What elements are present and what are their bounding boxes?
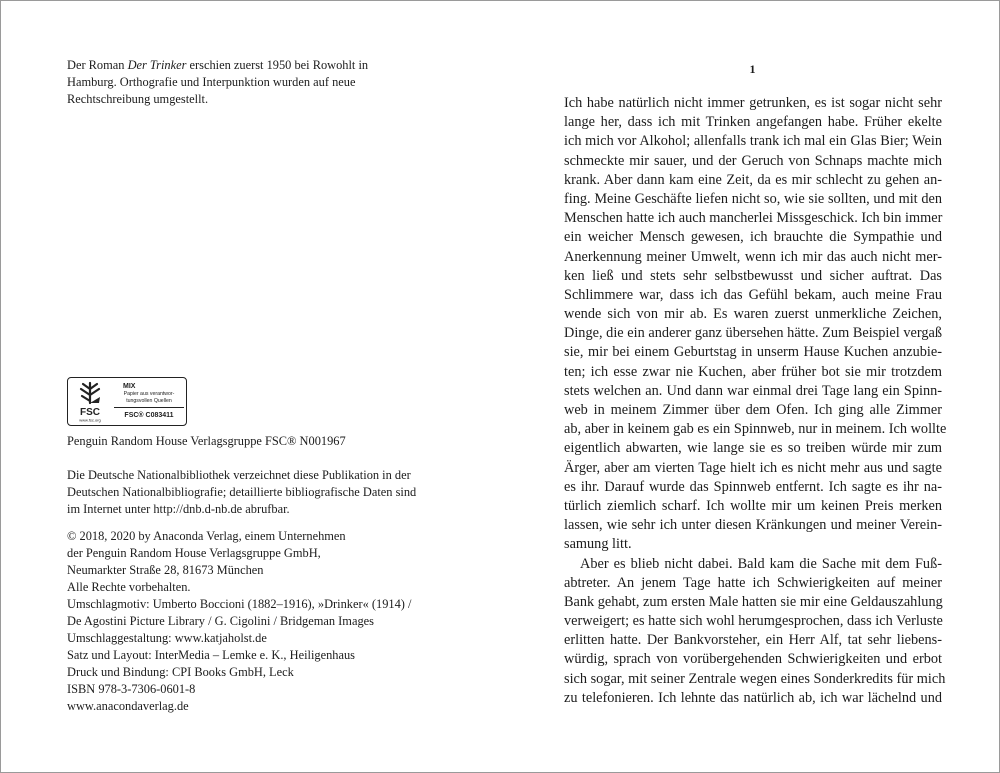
- text-line: Bank gehabt, zum ersten Male hatten sie mir eine Geldauszahlung: [564, 593, 943, 610]
- text-line: lange her, dass ich mit Trinken angefangen habe. Früher ekelte: [564, 114, 942, 131]
- text-line: Schlimmere war, dass ich das Gefühl bekam, auch meine Frau: [564, 286, 942, 303]
- text-line: Menschen hatte ich auch mancherlei Missgeschick. Ich bin immer: [564, 210, 943, 227]
- fsc-code: FSC® C083411: [124, 412, 174, 419]
- copyright-line: der Penguin Random House Verlagsgruppe GmbH,: [67, 546, 321, 560]
- dnb-notice: [67, 467, 467, 518]
- text-line: Ich habe natürlich nicht immer getrunken, es ist sogar nicht sehr: [564, 95, 942, 111]
- copyright-line: Alle Rechte vorbehalten.: [67, 580, 191, 594]
- text-line: es ihr. Darauf wurde das Spinnweb entfernt. Ich sagte es ihr na-: [564, 478, 942, 495]
- fsc-label: [67, 377, 187, 426]
- fsc-description: Papier aus verantwor- tungsvollen Quellen: [123, 391, 175, 404]
- imprint-line: Hamburg. Orthografie und Interpunktion wurden auf neue: [67, 75, 356, 89]
- text-line: Aber es blieb nicht dabei. Bald kam die Sache mit dem Fuß-: [580, 555, 942, 572]
- left-page-imprint: [67, 57, 447, 108]
- chapter-number: 1: [749, 62, 757, 76]
- copyright-line: © 2018, 2020 by Anaconda Verlag, einem Unternehmen: [67, 529, 346, 543]
- dnb-line: im Internet unter http://dnb.d-nb.de abrufbar.: [67, 502, 290, 516]
- imprint-line: Rechtschreibung umgestellt.: [67, 92, 209, 106]
- penguin-fsc-line: Penguin Random House Verlagsgruppe FSC® N001967: [67, 434, 346, 448]
- copyright-block: [67, 528, 467, 715]
- imprint-line: Der Roman Der Trinker erschien zuerst 1950 bei Rowohlt in: [67, 58, 369, 72]
- copyright-line: www.anacondaverlag.de: [67, 699, 189, 713]
- copyright-line: Umschlagmotiv: Umberto Boccioni (1882–1916), »Drinker« (1914) /: [67, 597, 412, 611]
- copyright-line: Satz und Layout: InterMedia – Lemke e. K., Heiligenhaus: [67, 648, 355, 662]
- text-line: eigentlich abwarten, wie lange sie es so treiben würde mir zum: [564, 440, 942, 457]
- text-line: Dinge, die ein anderer ganz übersehen hätte. Zum Beispiel vergaß: [564, 325, 942, 342]
- text-line: schmeckte mir sauer, und der Geruch von Schnaps machte mich: [564, 152, 942, 169]
- copyright-line: Umschlaggestaltung: www.katjaholst.de: [67, 631, 267, 645]
- text-line: würdig, sprach von vorübergehenden Schwierigkeiten und erbot: [564, 651, 942, 668]
- text-line: web in meinem Zimmer über dem Ofen. Ich ging alle Zimmer: [564, 402, 942, 418]
- text-line: abtreter. An jenem Tage hatte ich Schwierigkeiten auf meiner: [564, 574, 942, 591]
- dnb-line: Die Deutsche Nationalbibliothek verzeichnet diese Publikation in der: [67, 468, 411, 482]
- fsc-tree-logo-icon: [72, 381, 108, 423]
- text-line: fing. Meine Geschäfte liefen nicht so, wie sie sollten, und mit den: [564, 190, 942, 207]
- text-line: wende sich von mir ab. Es waren zuerst unmerkliche Zeichen,: [564, 306, 942, 323]
- copyright-line: Druck und Bindung: CPI Books GmbH, Leck: [67, 665, 294, 679]
- fsc-divider: [114, 407, 184, 408]
- text-line: ich mich vor Alkohol; allenfalls trank ich mal ein Glas Bier; Wein: [564, 133, 942, 150]
- text-line: sich sogar, mit seiner Zentrale wegen eines Sonderkredits für mich: [564, 670, 946, 687]
- right-page-text: [564, 94, 947, 708]
- text-line: ten; ich esse zwar nie Kuchen, aber früher bot sie mir trotzdem: [564, 363, 942, 380]
- text-line: türlich ziemlich scharf. Ich wollte mir um keinen Preis merken: [564, 497, 942, 514]
- text-line: Anerkennung meiner Umwelt, wenn ich mir das auch nicht mer-: [564, 248, 942, 265]
- fsc-mix: MIX: [123, 383, 136, 390]
- fsc-url: www.fsc.org: [79, 417, 101, 423]
- dnb-line: Deutschen Nationalbibliografie; detaillierte bibliografische Daten sind: [67, 485, 417, 499]
- text-line: ken ließ und stets sehr selbstbewusst und sicher auftrat. Das: [564, 267, 942, 284]
- copyright-line: Neumarkter Straße 28, 81673 München: [67, 563, 264, 577]
- book-title: Der Trinker: [127, 58, 187, 72]
- text-line: erlitten hatte. Der Bankvorsteher, ein Herr Alf, tat sehr liebens-: [564, 632, 942, 649]
- text-line: samung litt.: [564, 536, 632, 553]
- text-line: lassen, wie sehr ich unter diesen Kränkungen und meiner Verein-: [564, 517, 942, 534]
- text-line: zu telefonieren. Ich lehnte das natürlich ab, ich war lächelnd und: [564, 689, 942, 706]
- text-line: stets welchen an. Und dann war einmal drei Tage lang ein Spinn-: [564, 382, 942, 399]
- text-line: ab, aber in keinem gab es ein Spinnweb, nur in meinem. Ich wollte: [564, 421, 947, 438]
- text-line: krank. Aber dann kam eine Zeit, da es mir schlecht zu gehen an-: [564, 171, 942, 188]
- paragraph-2: [564, 555, 946, 709]
- text-line: Ärger, aber am vierten Tage hielt ich es nicht mehr aus und sagte: [564, 459, 942, 476]
- copyright-line: De Agostini Picture Library / G. Cigolini / Bridgeman Images: [67, 614, 374, 628]
- paragraph-1: [564, 94, 947, 555]
- text-line: verweigert; es hatte sich wohl herumgesprochen, dass ich Verluste: [564, 613, 943, 630]
- copyright-line: ISBN 978-3-7306-0601-8: [67, 682, 196, 696]
- fsc-logo-text: FSC: [80, 407, 100, 418]
- text-line: sie, mir bei einem Geburtstag in unserm Hause Kuchen anzubie-: [564, 344, 942, 361]
- imprint-note: [67, 57, 447, 108]
- text-line: ein weicher Mensch gewesen, ich brauchte die Sympathie und: [564, 229, 942, 246]
